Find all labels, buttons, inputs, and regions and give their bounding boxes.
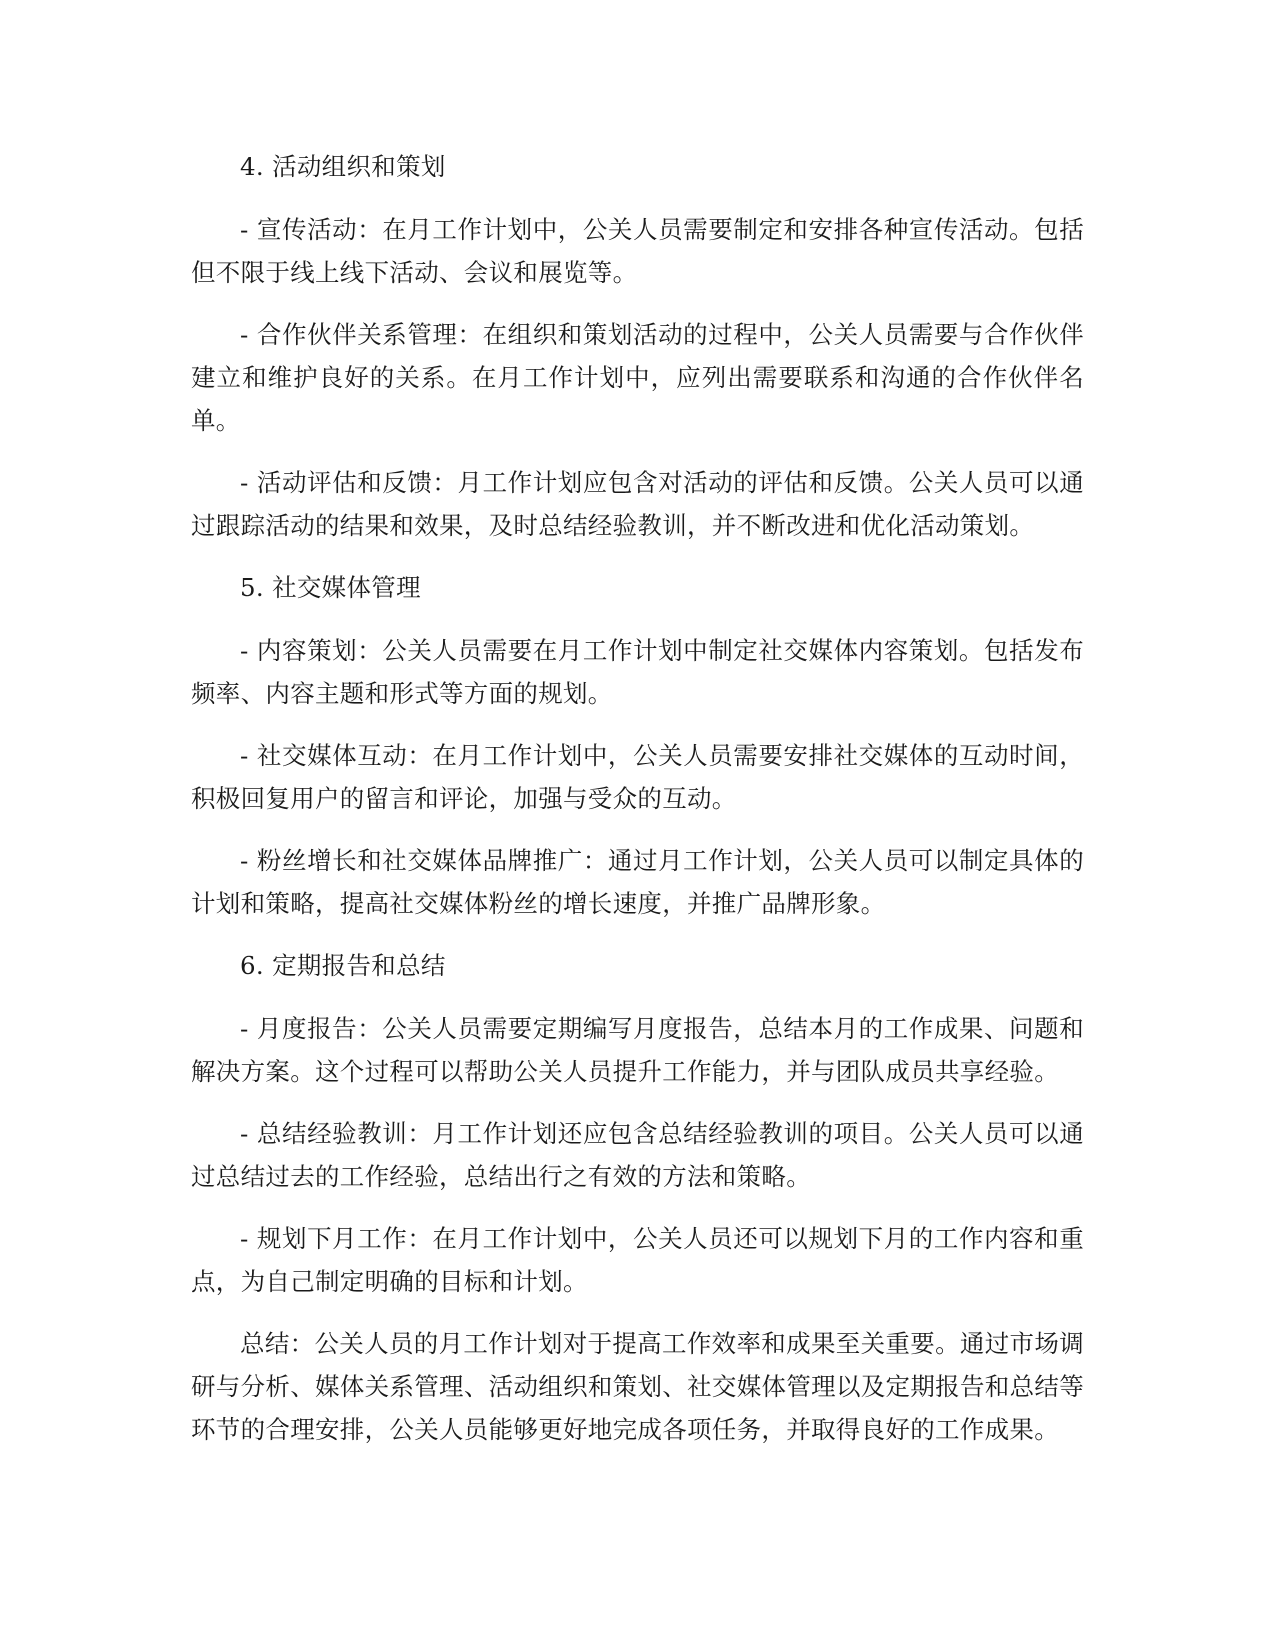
paragraph-social-interaction: - 社交媒体互动：在月工作计划中，公关人员需要安排社交媒体的互动时间，积极回复用户的留言和评论，加强与受众的互动。 (191, 741, 1084, 813)
document-body (191, 145, 1084, 1470)
section-heading-6: 6. 定期报告和总结 (240, 951, 446, 980)
paragraph-summary: 总结：公关人员的月工作计划对于提高工作效率和成果至关重要。通过市场调研与分析、媒体关系管理、活动组织和策划、社交媒体管理以及定期报告和总结等环节的合理安排，公关人员能够更好地完成各项任务，并取得良好的工作成果。 (191, 1329, 1084, 1444)
paragraph-lessons-learned: - 总结经验教训：月工作计划还应包含总结经验教训的项目。公关人员可以通过总结过去的工作经验，总结出行之有效的方法和策略。 (191, 1119, 1084, 1191)
section-heading-4: 4. 活动组织和策划 (240, 152, 446, 181)
paragraph-fan-growth: - 粉丝增长和社交媒体品牌推广：通过月工作计划，公关人员可以制定具体的计划和策略，提高社交媒体粉丝的增长速度，并推广品牌形象。 (191, 846, 1084, 918)
paragraph-partner-management: - 合作伙伴关系管理：在组织和策划活动的过程中，公关人员需要与合作伙伴建立和维护良好的关系。在月工作计划中，应列出需要联系和沟通的合作伙伴名单。 (191, 320, 1084, 435)
paragraph-next-month-plan: - 规划下月工作：在月工作计划中，公关人员还可以规划下月的工作内容和重点，为自己制定明确的目标和计划。 (191, 1224, 1084, 1296)
paragraph-content-planning: - 内容策划：公关人员需要在月工作计划中制定社交媒体内容策划。包括发布频率、内容主题和形式等方面的规划。 (191, 636, 1084, 708)
paragraph-promotion-activities: - 宣传活动：在月工作计划中，公关人员需要制定和安排各种宣传活动。包括但不限于线上线下活动、会议和展览等。 (191, 215, 1084, 287)
paragraph-activity-evaluation: - 活动评估和反馈：月工作计划应包含对活动的评估和反馈。公关人员可以通过跟踪活动的结果和效果，及时总结经验教训，并不断改进和优化活动策划。 (191, 468, 1084, 540)
section-heading-5: 5. 社交媒体管理 (240, 573, 421, 602)
paragraph-monthly-report: - 月度报告：公关人员需要定期编写月度报告，总结本月的工作成果、问题和解决方案。这个过程可以帮助公关人员提升工作能力，并与团队成员共享经验。 (191, 1014, 1084, 1086)
